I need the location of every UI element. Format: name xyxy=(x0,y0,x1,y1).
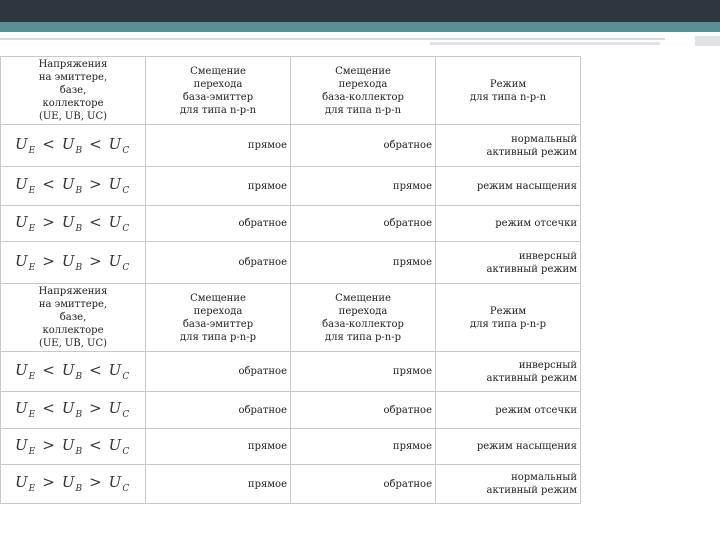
table-row xyxy=(1,429,581,465)
table-row xyxy=(1,465,581,504)
decor-rule-sub xyxy=(430,42,660,45)
table-row xyxy=(1,352,581,392)
table-row xyxy=(1,242,581,284)
bc-bias-value: обратное xyxy=(291,206,436,242)
bc-bias-value: прямое xyxy=(291,429,436,465)
bc-bias-value: обратное xyxy=(291,392,436,429)
header-mode: Режим для типа p-n-p xyxy=(436,284,581,352)
bc-bias-value: прямое xyxy=(291,352,436,392)
voltage-relation: $U_E < U_B < U_C$ xyxy=(1,352,146,392)
decor-rule-left xyxy=(0,38,425,40)
bc-bias-value: прямое xyxy=(291,167,436,206)
be-bias-value: обратное xyxy=(146,352,291,392)
voltage-relation: $U_E < U_B > U_C$ xyxy=(1,167,146,206)
voltage-relation: $U_E > U_B > U_C$ xyxy=(1,242,146,284)
be-bias-value: обратное xyxy=(146,206,291,242)
be-bias-value: прямое xyxy=(146,125,291,167)
be-bias-value: прямое xyxy=(146,429,291,465)
bc-bias-value: прямое xyxy=(291,242,436,284)
transistor-modes-table xyxy=(0,56,581,504)
mode-value: нормальный активный режим xyxy=(436,465,581,504)
bc-bias-value: обратное xyxy=(291,465,436,504)
mode-value: режим насыщения xyxy=(436,429,581,465)
header-mode: Режим для типа n-p-n xyxy=(436,57,581,125)
table-row xyxy=(1,167,581,206)
header-row-npn xyxy=(1,57,581,125)
bc-bias-value: обратное xyxy=(291,125,436,167)
mode-value: режим отсечки xyxy=(436,206,581,242)
mode-value: режим отсечки xyxy=(436,392,581,429)
mode-value: инверсный активный режим xyxy=(436,352,581,392)
voltage-relation: $U_E < U_B > U_C$ xyxy=(1,392,146,429)
be-bias-value: обратное xyxy=(146,392,291,429)
table-row xyxy=(1,206,581,242)
mode-value: инверсный активный режим xyxy=(436,242,581,284)
header-be-bias: Смещение перехода база-эмиттер для типа p-n-p xyxy=(146,284,291,352)
be-bias-value: прямое xyxy=(146,465,291,504)
table-row xyxy=(1,125,581,167)
voltage-relation: $U_E > U_B < U_C$ xyxy=(1,429,146,465)
header-be-bias: Смещение перехода база-эмиттер для типа n-p-n xyxy=(146,57,291,125)
voltage-relation: $U_E > U_B < U_C$ xyxy=(1,206,146,242)
header-bc-bias: Смещение перехода база-коллектор для типа p-n-p xyxy=(291,284,436,352)
mode-value: режим насыщения xyxy=(436,167,581,206)
mode-value: нормальный активный режим xyxy=(436,125,581,167)
decor-rule-mid xyxy=(425,38,665,40)
header-voltages: Напряжения на эмиттере, базе, коллекторе (UE, UB, UC) xyxy=(1,284,146,352)
voltage-relation: $U_E > U_B > U_C$ xyxy=(1,465,146,504)
decor-block-right xyxy=(695,36,720,46)
table-row xyxy=(1,392,581,429)
header-voltages: Напряжения на эмиттере, базе, коллекторе (UE, UB, UC) xyxy=(1,57,146,125)
slide-header-band xyxy=(0,0,720,22)
be-bias-value: прямое xyxy=(146,167,291,206)
header-row-pnp xyxy=(1,284,581,352)
be-bias-value: обратное xyxy=(146,242,291,284)
voltage-relation: $U_E < U_B < U_C$ xyxy=(1,125,146,167)
header-bc-bias: Смещение перехода база-коллектор для типа n-p-n xyxy=(291,57,436,125)
slide-accent-band xyxy=(0,22,720,32)
